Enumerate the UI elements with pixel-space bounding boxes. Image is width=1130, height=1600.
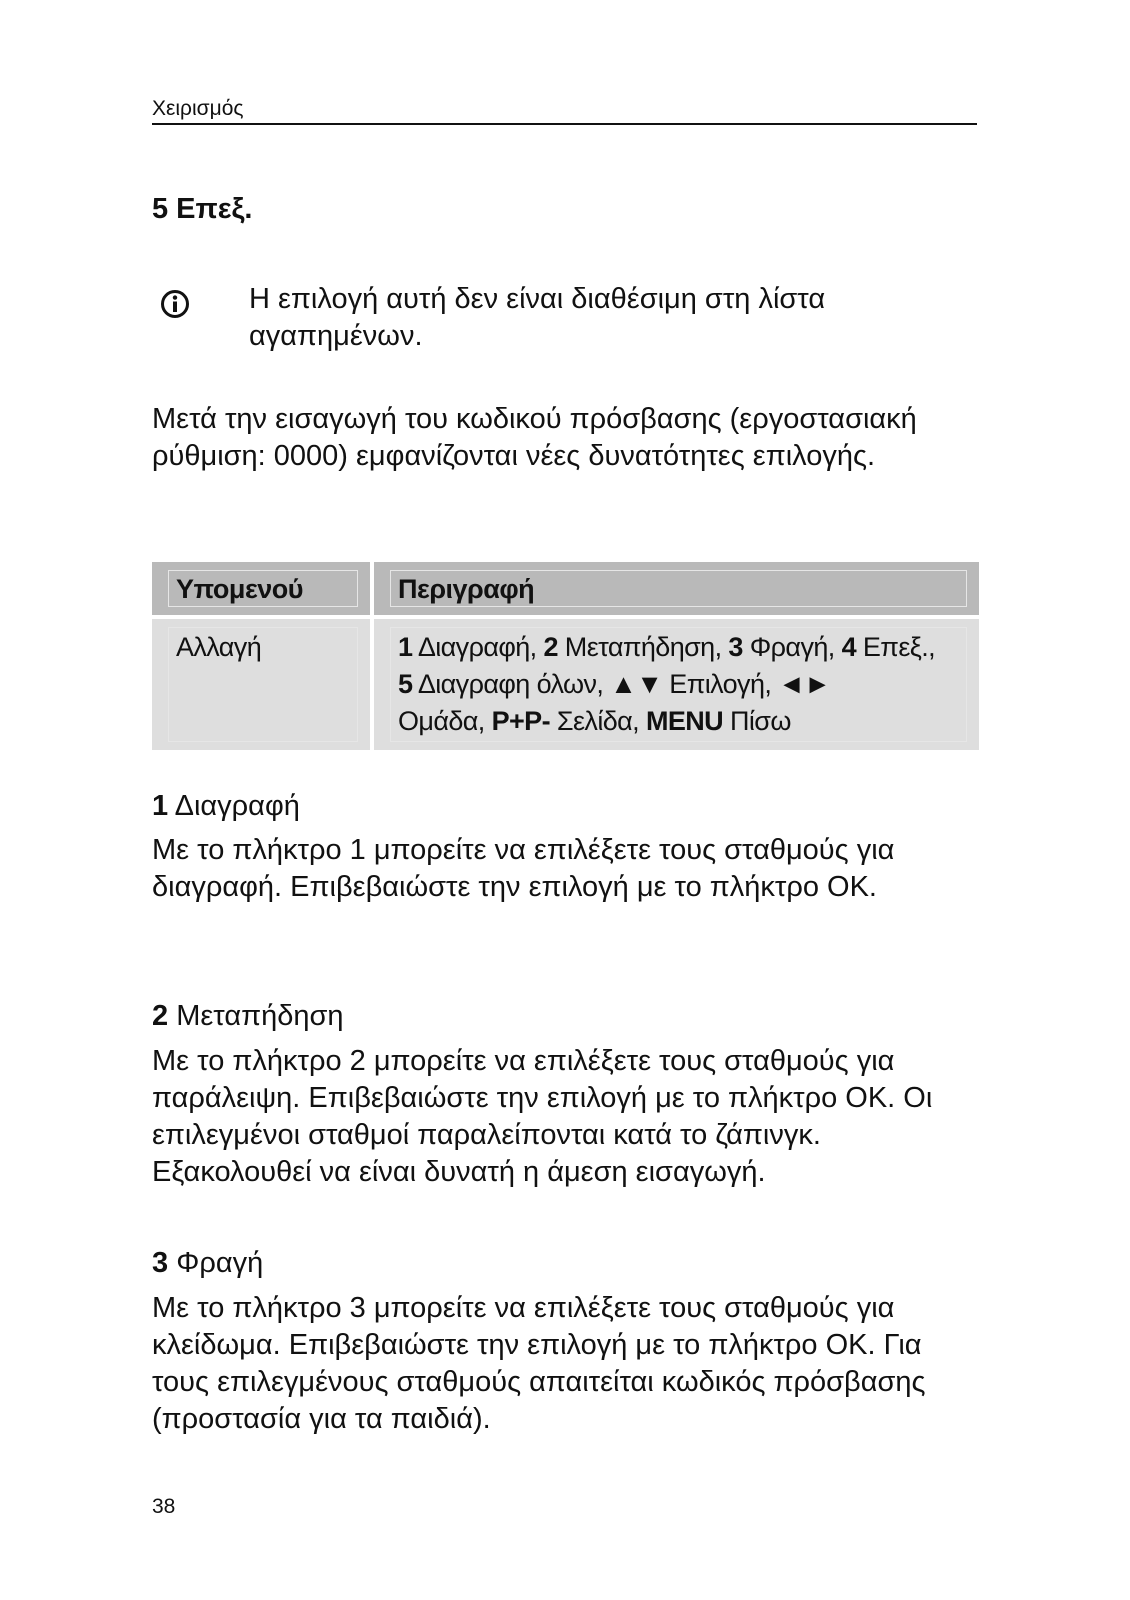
note-text: Η επιλογή αυτή δεν είναι διαθέσιμη στη λίστα αγαπημένων. [249, 283, 826, 352]
table-header-description [374, 562, 979, 615]
submenu-table [152, 562, 979, 750]
up-down-arrows-icon: ▲▼ [610, 669, 663, 699]
page-number: 38 [152, 1495, 176, 1518]
subheading-lock: 3 Φραγή [152, 1247, 264, 1279]
table-header-submenu [152, 562, 370, 615]
left-right-arrows-icon: ◄► [778, 669, 831, 699]
intro-paragraph: Μετά την εισαγωγή του κωδικού πρόσβασης (εργοστασιακή ρύθμιση: 0000) εμφανίζονται νέες δυνατότητες επιλογής. [152, 403, 917, 472]
submenu-name: Αλλαγή [176, 632, 262, 662]
header-submenu-label: Υπομενού [176, 574, 303, 604]
paragraph-lock: Με το πλήκτρο 3 μπορείτε να επιλέξετε τους σταθμούς για κλείδωμα. Επιβεβαιώστε την επιλογή με το πλήκτρο OK. Για τους επιλεγμένους σταθμούς απαιτείται κωδικός πρόσβασης (προστασία για τα παιδιά). [152, 1292, 926, 1435]
subheading-delete: 1 Διαγραφή [152, 790, 300, 822]
table-cell-description [374, 619, 979, 750]
running-head: Χειρισμός [152, 96, 977, 125]
table-cell-submenu [152, 619, 370, 750]
subheading-skip: 2 Μεταπήδηση [152, 1000, 344, 1032]
header-description-label: Περιγραφή [398, 574, 535, 604]
paragraph-skip: Με το πλήκτρο 2 μπορείτε να επιλέξετε τους σταθμούς για παράλειψη. Επιβεβαιώστε την επιλογή με το πλήκτρο OK. Οι επιλεγμένοι σταθμοί παραλείπονται κατά το ζάπινγκ. Εξακολουθεί να είναι δυνατή η άμεση εισαγωγή. [152, 1045, 933, 1188]
section-title: 5 Επεξ. [152, 193, 253, 225]
info-icon [160, 289, 190, 319]
description-text: 1 Διαγραφή, 2 Μεταπήδηση, 3 Φραγή, 4 Επεξ., 5 Διαγραφη όλων, ▲▼ Επιλογή, ◄► Ομάδα, P+P- Σελίδα, MENU Πίσω [398, 632, 936, 736]
paragraph-delete: Με το πλήκτρο 1 μπορείτε να επιλέξετε τους σταθμούς για διαγραφή. Επιβεβαιώστε την επιλογή με το πλήκτρο OK. [152, 834, 895, 903]
